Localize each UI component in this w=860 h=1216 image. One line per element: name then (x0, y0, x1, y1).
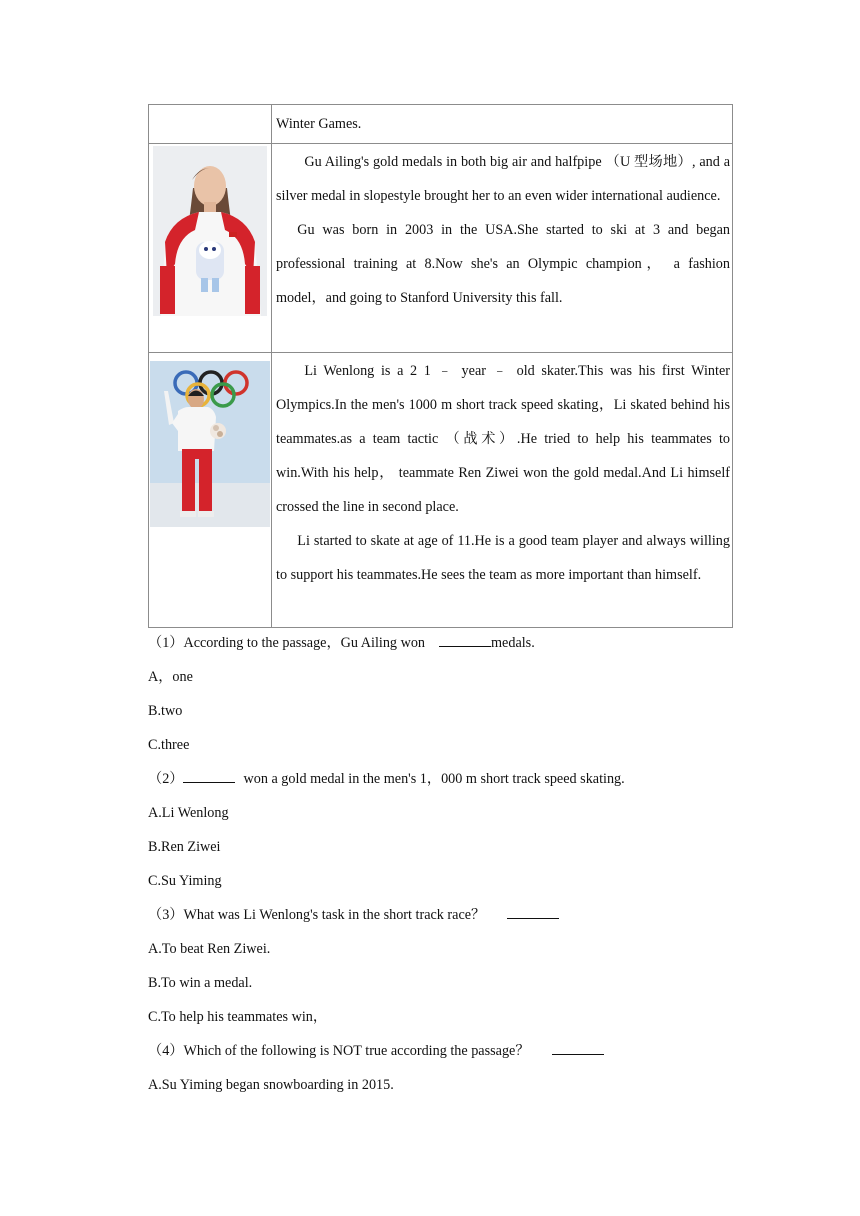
gu-ailing-paragraph-1: Gu Ailing's gold medals in both big air and halfpipe （U 型场地）, and a silver medal in slopestyle brought her to an even wider international audience. (276, 154, 730, 204)
answer-blank[interactable] (507, 902, 559, 919)
empty-image-cell (149, 105, 272, 144)
question-2-text: won a gold medal in the men's 1，000 m short track speed skating. (243, 771, 625, 787)
table-row (149, 353, 733, 628)
li-wenlong-paragraph-2: Li started to skate at age of 11.He is a good team player and always willing to support his teammates.He sees the team as more important than himself. (276, 533, 730, 583)
option: A.Li Wenlong (148, 805, 229, 821)
option: A.Su Yiming began snowboarding in 2015. (148, 1077, 394, 1093)
question-2-prefix: （2） (148, 771, 184, 787)
answer-blank[interactable] (552, 1038, 604, 1055)
question-4-text: （4）Which of the following is NOT true according the passage？ (148, 1043, 530, 1059)
option: A.To beat Ren Ziwei. (148, 941, 271, 957)
option: C.three (148, 737, 190, 753)
gu-ailing-photo (153, 146, 267, 316)
question-3-text: （3）What was Li Wenlong's task in the short track race？ (148, 907, 486, 923)
li-wenlong-paragraph-1: Li Wenlong is a 2 1 ﹣ year ﹣ old skater.This was his first Winter Olympics.In the men's 1000 m short track speed skating，Li skated behind his teammates.as a team tactic （战术）.He tried to help his teammates to win.With his help， teammate Ren Ziwei won the gold medal.And Li himself crossed the line in second place. (276, 363, 730, 515)
option: C.Su Yiming (148, 873, 222, 889)
row1-text: Winter Games. (276, 116, 362, 132)
question-1-text: （1）According to the passage，Gu Ailing won (148, 635, 426, 651)
passage-table (148, 104, 733, 628)
question-3 (148, 898, 748, 932)
image-cell (149, 144, 272, 353)
li-wenlong-photo (150, 361, 270, 527)
option: B.Ren Ziwei (148, 839, 221, 855)
text-cell (272, 144, 733, 353)
text-cell (272, 353, 733, 628)
option: B.To win a medal. (148, 975, 253, 991)
questions (148, 626, 748, 1102)
option: B.two (148, 703, 183, 719)
question-1 (148, 626, 748, 660)
table-row (149, 105, 733, 144)
answer-blank[interactable] (439, 630, 491, 647)
question-4 (148, 1034, 748, 1068)
question-2 (148, 762, 748, 796)
table-row (149, 144, 733, 353)
text-cell (272, 105, 733, 144)
option: A，one (148, 669, 193, 685)
gu-ailing-paragraph-2: Gu was born in 2003 in the USA.She started to ski at 3 and began professional training at 8.Now she's an Olympic champion， a fashion model，and going to Stanford University this fall. (276, 222, 730, 306)
option: C.To help his teammates win， (148, 1009, 328, 1025)
image-cell (149, 353, 272, 628)
answer-blank[interactable] (183, 766, 235, 783)
question-1-suffix: medals. (491, 635, 535, 651)
